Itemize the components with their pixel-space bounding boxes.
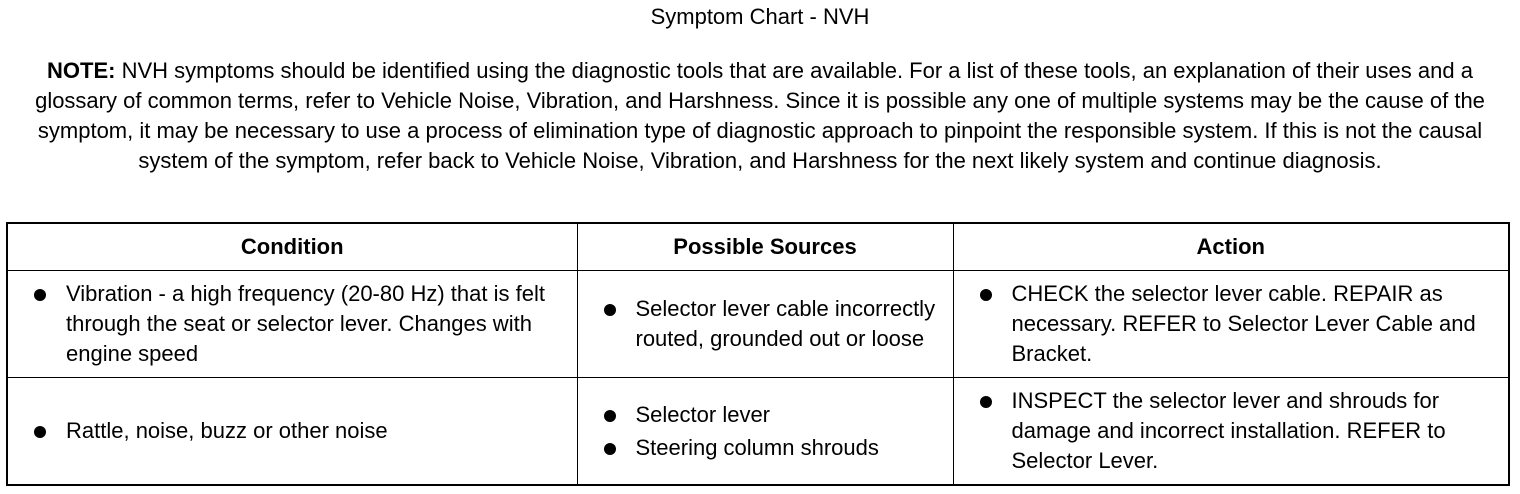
sources-cell: [577, 271, 953, 378]
note-label: NOTE:: [47, 58, 116, 83]
note-text: NVH symptoms should be identified using the diagnostic tools that are available. For a list of these tools, an explanation of their uses and a glossary of common terms, refer to Vehicle Noise, Vibration, and Harshness. Since it is possible any one of multiple systems may be the cause of the symptom, it may be necessary to use a process of elimination type of diagnostic approach to pinpoint the responsible system. If this is not the causal system of the symptom, refer back to Vehicle Noise, Vibration, and Harshness for the next likely system and continue diagnosis.: [35, 58, 1485, 173]
table-row: [7, 378, 1509, 486]
condition-text: Rattle, noise, buzz or other noise: [66, 418, 388, 443]
bullet-icon: [980, 289, 992, 301]
list-item: [578, 433, 947, 463]
bullet-icon: [604, 304, 616, 316]
condition-cell: [7, 271, 577, 378]
page-title: Symptom Chart - NVH: [650, 4, 870, 29]
action-cell: [953, 378, 1509, 486]
source-text: Selector lever: [635, 401, 771, 427]
source-text: Selector lever cable incorrectly routed, grounded out or loose: [635, 296, 936, 351]
sources-cell: [577, 378, 953, 486]
list-item: [954, 279, 1503, 369]
action-text: CHECK the selector lever cable. REPAIR as necessary. REFER to Selector Lever Cable and Bracket.: [1011, 281, 1476, 366]
header-action: Action: [953, 223, 1509, 271]
condition-text: Vibration - a high frequency (20-80 Hz) that is felt through the seat or selector lever. Changes with engine speed: [66, 281, 545, 366]
bullet-icon: [34, 426, 46, 438]
note-paragraph: [6, 56, 1514, 176]
bullet-icon: [980, 396, 992, 408]
list-item: [8, 279, 571, 369]
list-item: [954, 386, 1503, 476]
bullet-icon: [34, 289, 46, 301]
condition-cell: [7, 378, 577, 486]
header-possible-sources: Possible Sources: [577, 223, 953, 271]
table-header-row: [7, 223, 1509, 271]
bullet-icon: [604, 443, 616, 455]
list-item: [578, 400, 947, 430]
source-text: Steering column shrouds: [635, 434, 879, 460]
list-item: [578, 294, 947, 354]
table-row: [7, 271, 1509, 378]
action-text: INSPECT the selector lever and shrouds for damage and incorrect installation. REFER to Selector Lever.: [1011, 388, 1446, 473]
action-cell: [953, 271, 1509, 378]
bullet-icon: [604, 410, 616, 422]
header-condition: Condition: [7, 223, 577, 271]
symptom-table: [6, 222, 1510, 486]
list-item: [8, 416, 571, 446]
